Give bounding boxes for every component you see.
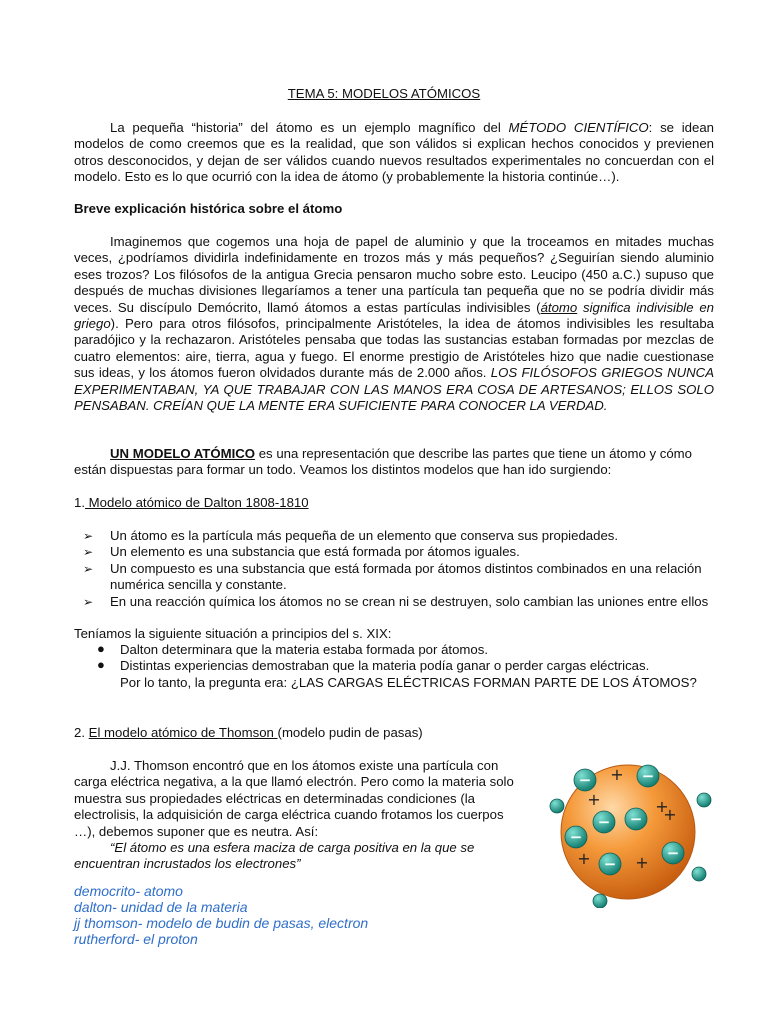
thomson-paragraph: J.J. Thomson encontró que en los átomos existe una partícula con carga eléctrica negativa, a la que llamó electrón. Pero como la materia solo muestra sus propiedades eléctricas en determinadas condiciones (la electrolisis, la adquisición de carga eléctrica cuando frotamos los cuerpos …), debemos suponer que es neutra. Así:	[74, 758, 514, 839]
plus-sign: +	[587, 790, 601, 809]
note-line: jj thomson- modelo de budin de pasas, electron	[74, 915, 369, 931]
modelo-text: es una representación que describe las partes que tiene un átomo y cómo están dispuestas para formar un todo. Veamos los distintos modelos que han ido surgiendo:	[74, 446, 692, 478]
dalton-heading	[74, 495, 309, 511]
electron-icon	[692, 867, 706, 881]
note-line: rutherford- el proton	[74, 931, 198, 947]
pregunta-line: Por lo tanto, la pregunta era: ¿LAS CARGAS ELÉCTRICAS FORMAN PARTE DE LOS ÁTOMOS?	[120, 674, 697, 690]
thomson-heading	[74, 725, 423, 741]
dalton-list	[83, 528, 715, 610]
minus-sign: −	[569, 828, 583, 846]
list-item: ➢ En una reacción química los átomos no se crean ni se destruyen, solo cambian las uniones entre ellos	[83, 593, 709, 609]
arrow-bullet-icon: ➢	[83, 529, 94, 543]
plus-sign: +	[635, 853, 649, 872]
list-item: ● Dalton determinara que la materia estaba formada por átomos.	[97, 641, 488, 657]
metodo-cientifico: MÉTODO CIENTÍFICO	[508, 120, 649, 135]
atomo-word: átomo	[540, 299, 578, 315]
intro-text-1: La pequeña “historia” del átomo es un ejemplo magnífico del	[110, 120, 509, 135]
historia-caps: LOS FILÓSOFOS GRIEGOS NUNCA EXPERIMENTABAN, YA QUE TRABAJAR CON LAS MANOS ERA COSA DE ARTESANOS; ELLOS SOLO PENSABAN. CREÍAN QUE LA MENTE ERA SUFICIENTE PARA CONOCER LA VERDAD.	[74, 365, 715, 414]
note-line: democrito- atomo	[74, 883, 183, 899]
note-line: dalton- unidad de la materia	[74, 899, 248, 915]
arrow-bullet-icon: ➢	[83, 545, 94, 560]
historia-text-2: ). Pero para otros filósofos, principalmente Aristóteles, la idea de átomos indivisibles les resultaba paradójico y la rechazaron. Aristóteles pensaba que todas las sustancias estaban formadas por mezclas de cuatro elementos: aire, tierra, agua y fuego. El enorme prestigio de Aristóteles hizo que nadie cuestionase sus ideas, y los átomos fueron olvidados durante más de 2.000 años.	[74, 316, 714, 381]
modelo-paragraph	[74, 446, 714, 479]
minus-sign: −	[578, 771, 592, 789]
page-title: TEMA 5: MODELOS ATÓMICOS	[287, 86, 481, 101]
situacion-intro: Teníamos la siguiente situación a principios del s. XIX:	[74, 626, 392, 641]
thomson-quote: “El átomo es una esfera maciza de carga positiva en la que se encuentran incrustados los electrones”	[74, 840, 475, 872]
intro-text-2: : se idean modelos de como creemos que es la realidad, que son válidos si explican hechos conocidos y previenen otros desconocidos, y dejan de ser válidos cuando nuevos resultados experimentales no concuerdan con el modelo. Esto es lo que ocurrió con la idea de átomo (y probablemente la historia continúe…).	[74, 120, 715, 185]
minus-sign: −	[666, 844, 680, 862]
minus-sign: −	[641, 767, 655, 785]
electron-icon	[593, 894, 607, 908]
list-item: ➢ Un elemento es una substancia que está formada por átomos iguales.	[83, 544, 520, 560]
historia-text-1: Imaginemos que cogemos una hoja de papel de aluminio y que la troceamos en mitades muchas veces, ¿podríamos dividirla indefinidamente en trozos más y más pequeños? ¿Seguirían siendo aluminio eses trozos? Los filósofos de la antigua Grecia pensaron mucho sobre esto. Leucipo (450 a.C.) supuso que después de muchas divisiones llegaríamos a tener una partícula tan pequeña que no se podría dividir más veces. Su discípulo Demócrito, llamó átomos a estas partículas indivisibles (	[74, 234, 714, 315]
thomson-subtitle: (modelo pudin de pasas)	[277, 725, 423, 740]
thomson-atom-illustration	[544, 758, 712, 908]
plus-sign: +	[577, 849, 591, 868]
dalton-title: Modelo atómico de Dalton 1808-1810	[85, 495, 309, 510]
dot-bullet-icon: ●	[97, 657, 105, 673]
plus-sign: +	[655, 797, 669, 816]
thomson-title: El modelo atómico de Thomson	[88, 725, 278, 740]
dot-bullet-icon: ●	[97, 641, 105, 656]
minus-sign: −	[629, 810, 643, 828]
minus-sign: −	[597, 813, 611, 831]
arrow-bullet-icon: ➢	[83, 594, 94, 609]
arrow-bullet-icon: ➢	[83, 561, 94, 576]
list-item: ➢ Un compuesto es una substancia que está formada por átomos distintos combinados en una relación numérica sencilla y constante.	[83, 560, 702, 593]
modelo-term: UN MODELO ATÓMICO	[110, 446, 256, 461]
intro-paragraph	[74, 120, 714, 186]
thomson-num: 2.	[74, 725, 89, 740]
list-item: ➢ Un átomo es la partícula más pequeña de un elemento que conserva sus propiedades.	[83, 528, 619, 543]
plus-sign: +	[663, 805, 677, 824]
electron-icon	[550, 799, 564, 813]
dalton-num: 1.	[74, 495, 85, 510]
electron-icon	[697, 793, 711, 807]
atomo-def: significa indivisible en griego	[74, 299, 714, 332]
historia-paragraph	[74, 234, 714, 414]
breve-heading: Breve explicación histórica sobre el átomo	[74, 201, 343, 216]
handwritten-notes	[74, 883, 368, 947]
minus-sign: −	[603, 855, 617, 873]
list-item: ● Distintas experiencias demostraban que la materia podía ganar o perder cargas eléctricas.	[97, 657, 650, 674]
plus-sign: +	[610, 765, 624, 784]
situacion-list	[97, 641, 710, 691]
